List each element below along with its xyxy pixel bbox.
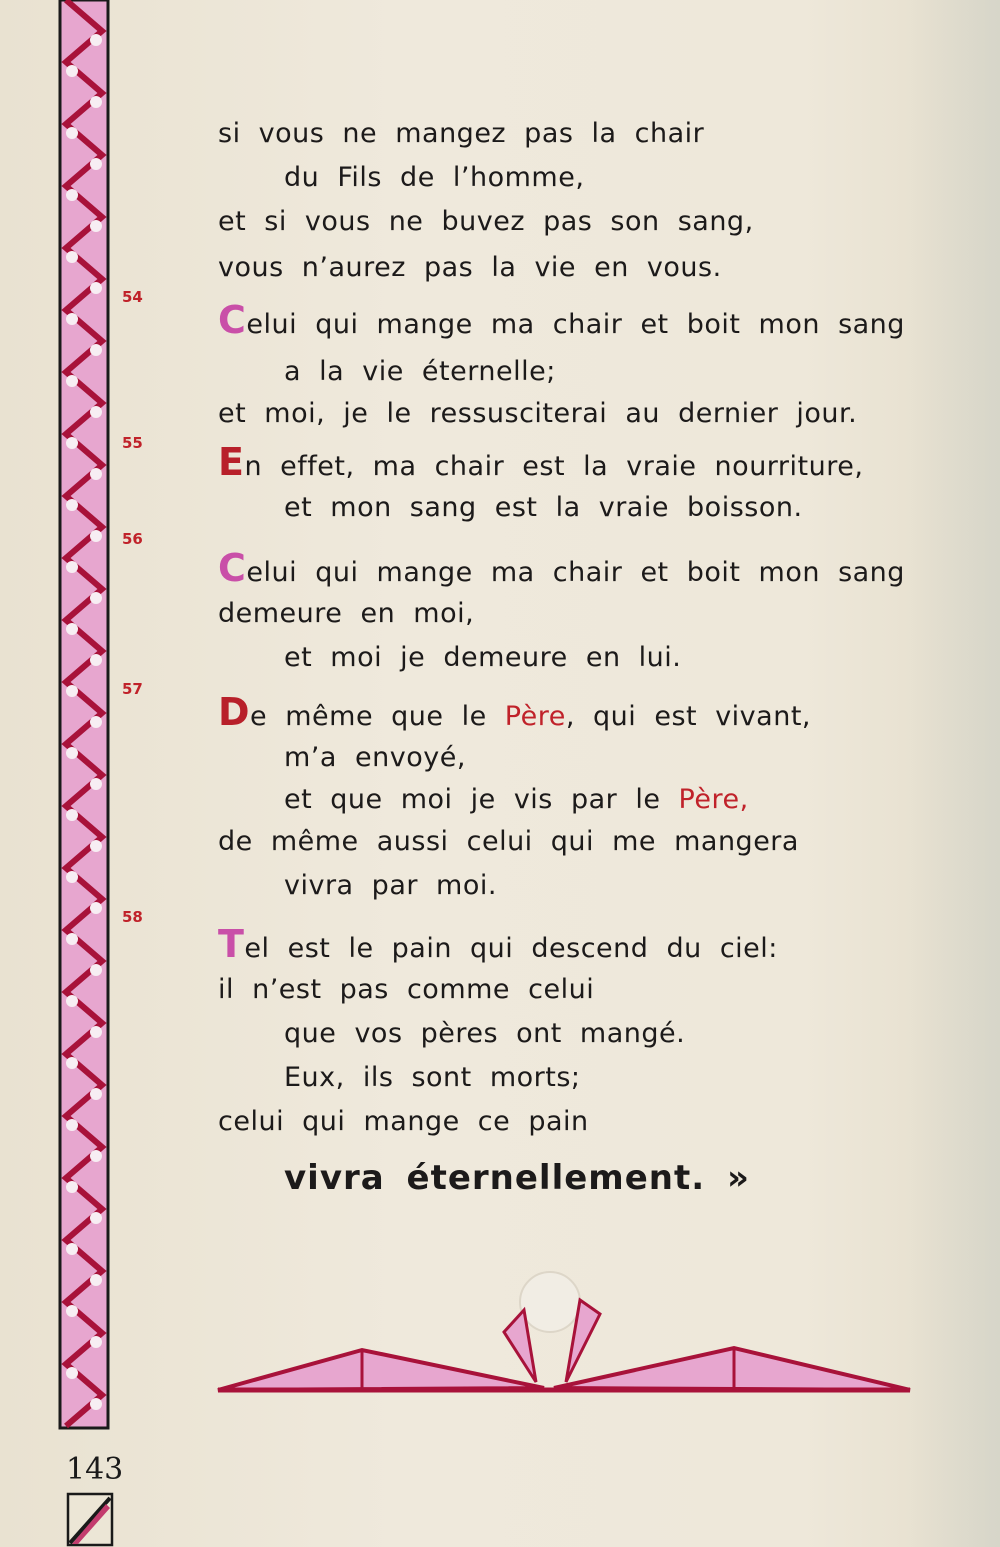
verse-number-58: 58: [122, 908, 143, 926]
final-line: vivra éternellement. »: [284, 1158, 750, 1198]
text-line: [218, 298, 905, 342]
text-line: demeure en moi,: [218, 598, 475, 629]
text-line: que vos pères ont mangé.: [284, 1018, 686, 1049]
line-text: , qui est vivant,: [565, 701, 811, 732]
drop-initial: T: [218, 922, 245, 966]
text-line: [284, 784, 749, 815]
drop-initial: C: [218, 298, 247, 342]
text-line: a la vie éternelle;: [284, 356, 556, 387]
seal-icon: [66, 1492, 114, 1547]
page-number: 143: [66, 1452, 124, 1487]
zigzag-border-icon: [58, 0, 110, 1430]
text-line: vivra par moi.: [284, 870, 497, 901]
line-text: e même que le: [250, 701, 505, 732]
host-ornament-icon: [214, 1270, 914, 1400]
verse-number-57: 57: [122, 680, 143, 698]
text-line: si vous ne mangez pas la chair: [218, 118, 705, 149]
text-line: [218, 440, 863, 484]
page-edge-shadow: [905, 0, 1000, 1547]
text-line: et si vous ne buvez pas son sang,: [218, 206, 754, 237]
text-line: celui qui mange ce pain: [218, 1106, 589, 1137]
text-line: [218, 546, 905, 590]
line-text: n effet, ma chair est la vraie nourriture,: [244, 451, 864, 482]
text-line: m’a envoyé,: [284, 742, 466, 773]
text-line: de même aussi celui qui me mangera: [218, 826, 799, 857]
verse-number-54: 54: [122, 288, 143, 306]
line-text: elui qui mange ma chair et boit mon sang: [246, 557, 905, 588]
drop-initial: E: [218, 440, 245, 484]
text-line: vous n’aurez pas la vie en vous.: [218, 252, 722, 283]
line-text: elui qui mange ma chair et boit mon sang: [246, 309, 905, 340]
text-line: Eux, ils sont morts;: [284, 1062, 581, 1093]
text-line: du Fils de l’homme,: [284, 162, 585, 193]
rubric-word: Père,: [678, 784, 749, 815]
text-line: il n’est pas comme celui: [218, 974, 595, 1005]
text-line: et moi je demeure en lui.: [284, 642, 682, 673]
text-line: et mon sang est la vraie boisson.: [284, 492, 803, 523]
line-text: et que moi je vis par le: [284, 784, 679, 815]
line-text: el est le pain qui descend du ciel:: [244, 933, 778, 964]
verse-number-56: 56: [122, 530, 143, 548]
rubric-word: Père: [504, 701, 566, 732]
drop-initial: C: [218, 546, 247, 590]
verse-number-55: 55: [122, 434, 143, 452]
text-line: [218, 690, 811, 734]
text-line: et moi, je le ressusciterai au dernier jour.: [218, 398, 858, 429]
drop-initial: D: [218, 690, 251, 734]
text-line: [218, 922, 778, 966]
